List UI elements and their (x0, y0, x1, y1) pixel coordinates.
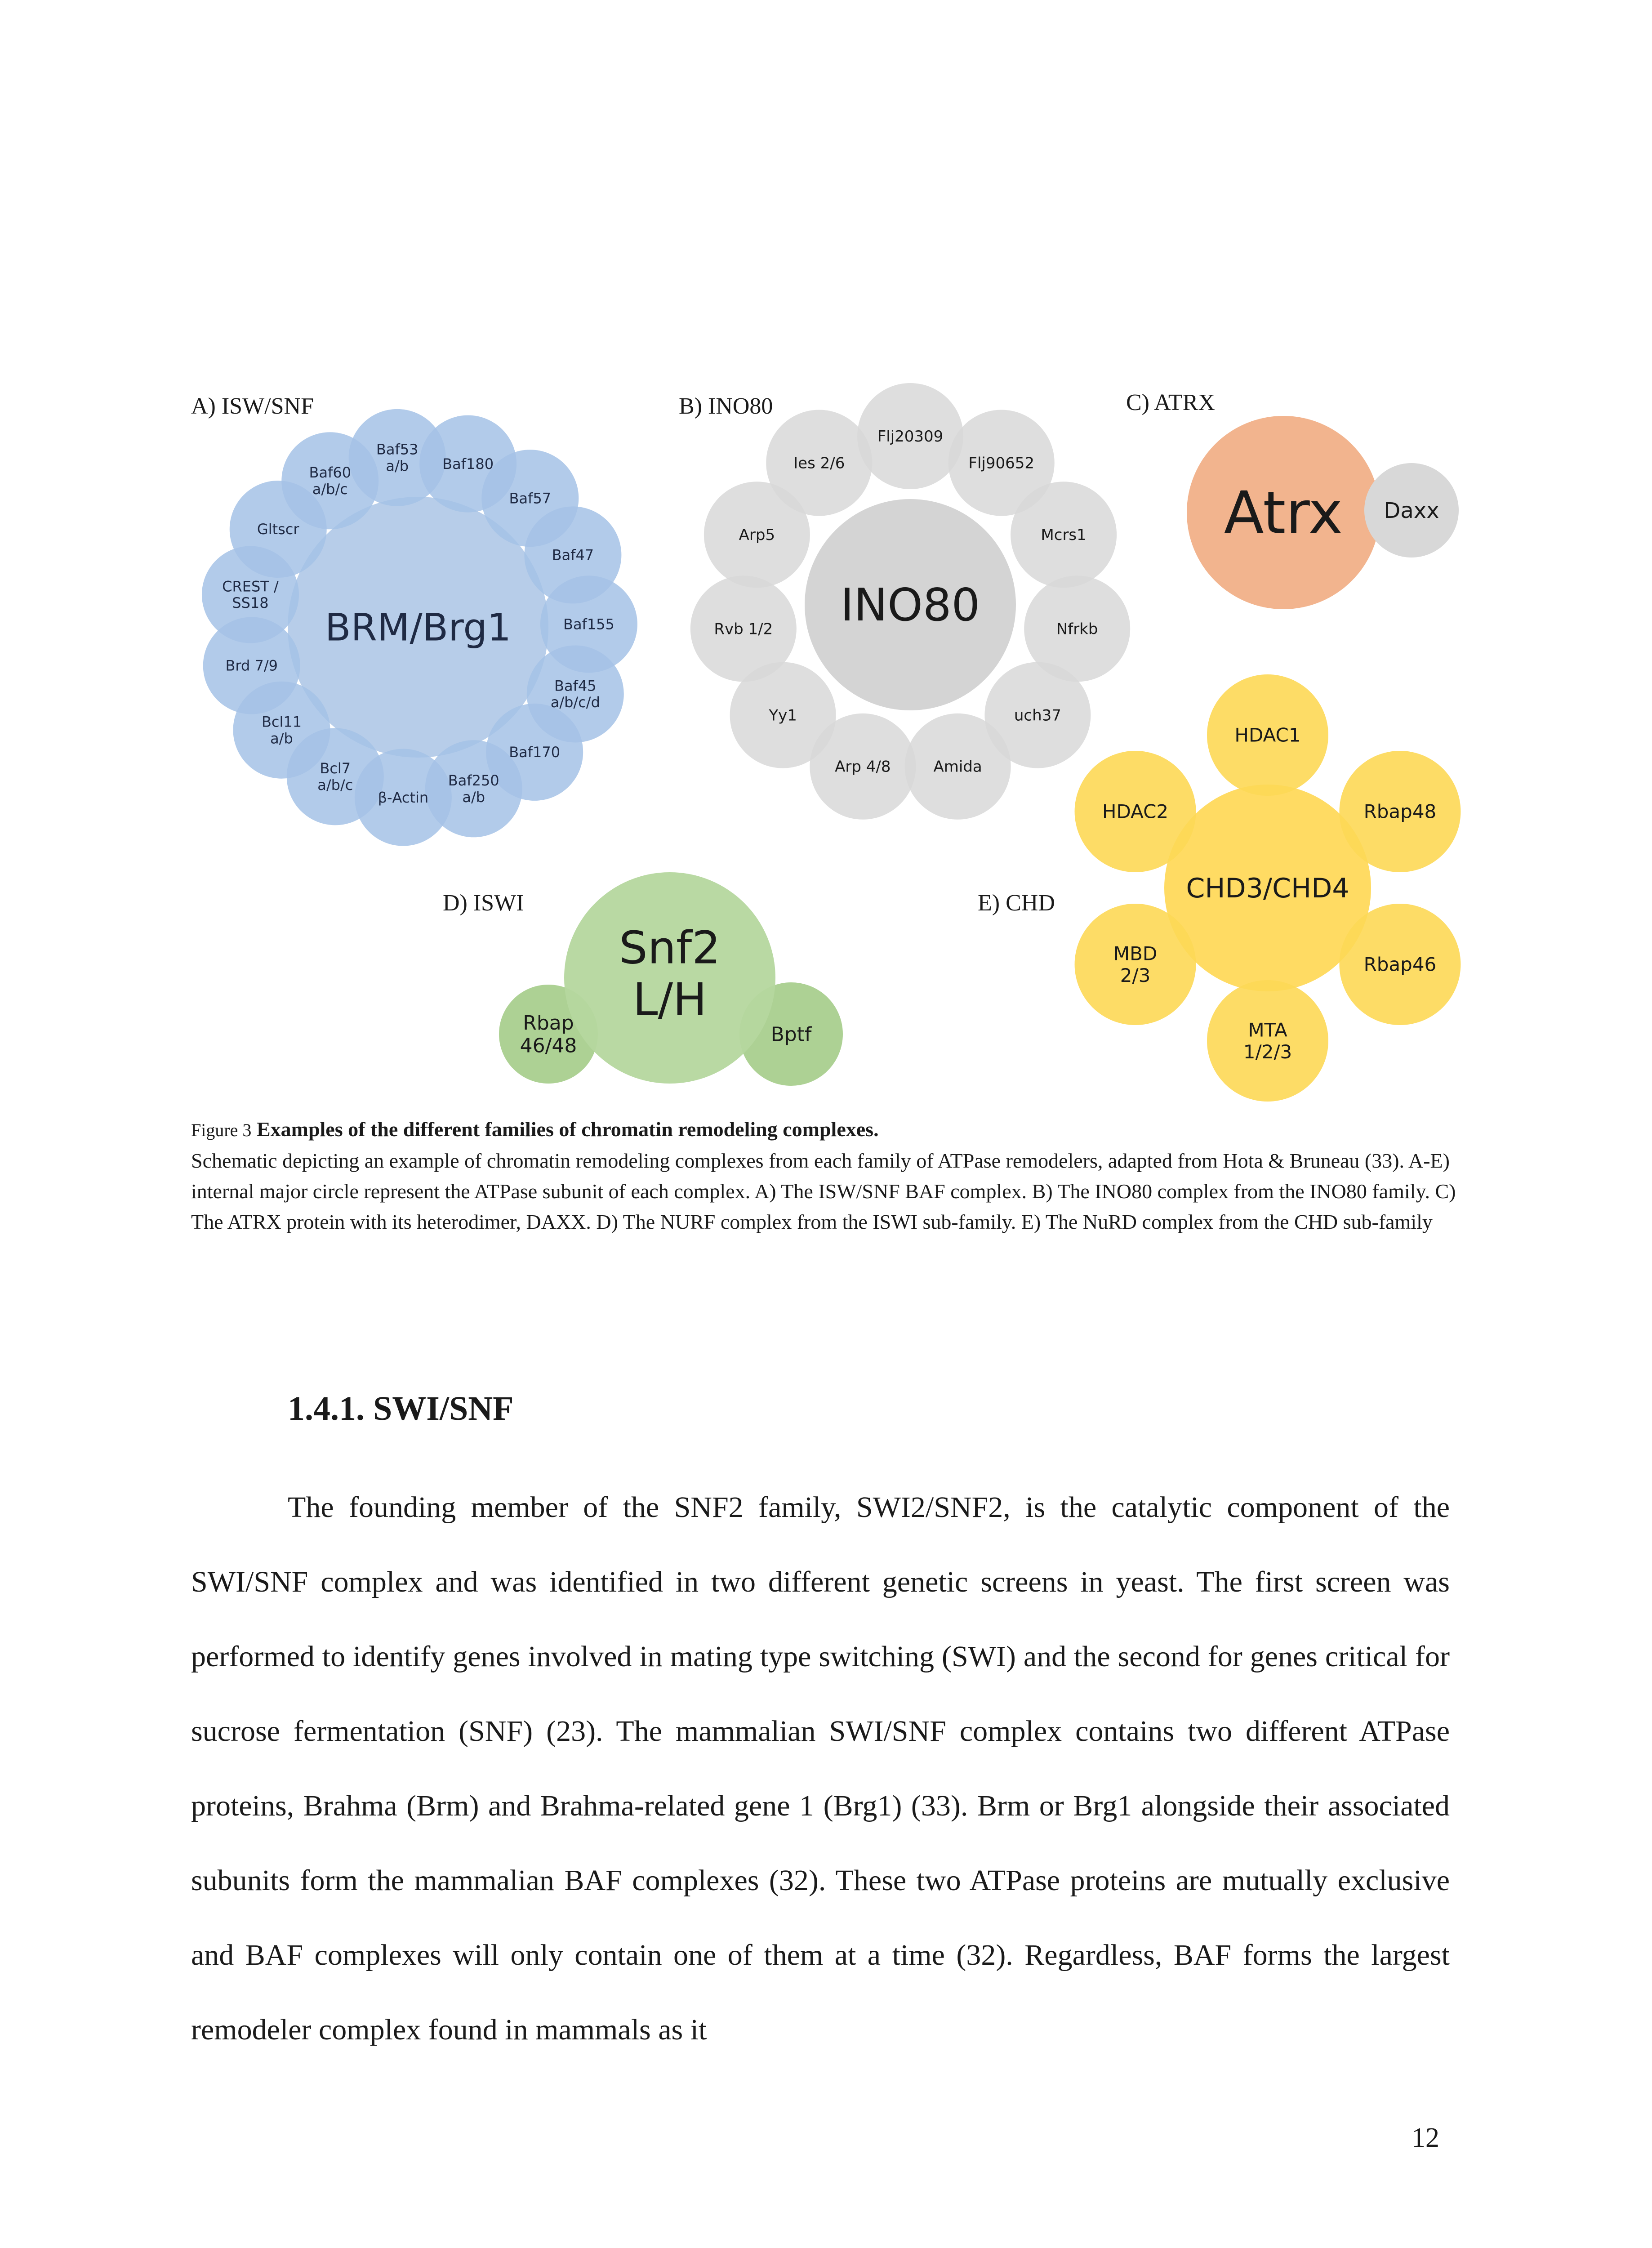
figure-number: Figure 3 (191, 1120, 252, 1140)
subunit-label: Amida (933, 758, 982, 776)
subunit-label: Bcl11 a/b (261, 713, 302, 747)
panel-e-label: E) CHD (978, 890, 1055, 916)
atpase-center-label: Snf2 L/H (619, 921, 721, 1026)
subunit-label: Bptf (770, 1023, 812, 1046)
subunit-label: Yy1 (769, 706, 797, 725)
subunit-label: Daxx (1384, 498, 1439, 523)
subunit-label: Gltscr (257, 521, 299, 538)
panel-a-complex (202, 409, 637, 846)
subunit-label: HDAC2 (1102, 800, 1169, 823)
subunit-label: Rbap46 (1363, 953, 1437, 976)
subunit-label: Baf57 (509, 490, 552, 507)
atpase-center-label: CHD3/CHD4 (1186, 873, 1349, 904)
body-paragraph: The founding member of the SNF2 family, SWI2/SNF2, is the catalytic component of the SWI/SNF complex and was identified in two different genetic screens in yeast. The first screen was performed to identify genes involved in mating type switching (SWI) and the second for genes critical for sucrose fermentation (SNF) (23). The mammalian SWI/SNF complex contains two different ATPase proteins, Brahma (Brm) and Brahma-related gene 1 (Brg1) (33). Brm or Brg1 alongside their associated subunits form the mammalian BAF complexes (32). These two ATPase proteins are mutually exclusive and BAF complexes will only contain one of them at a time (32). Regardless, BAF forms the largest remodeler complex found in mammals as it (191, 1491, 1450, 2046)
subunit-label: uch37 (1014, 706, 1061, 725)
panel-d-label: D) ISWI (443, 890, 524, 916)
subunit-label: Baf170 (509, 744, 561, 761)
subunit-label: Flj20309 (877, 427, 944, 446)
atpase-center-label: BRM/Brg1 (325, 605, 512, 650)
subunit-label: Baf155 (563, 616, 614, 633)
subunit-label: Rbap48 (1363, 800, 1437, 823)
panel-d-complex (499, 872, 843, 1086)
subunit-label: Mcrs1 (1041, 526, 1086, 544)
subunit-label: Nfrkb (1056, 620, 1098, 638)
figure-title: Examples of the different families of chromatin remodeling complexes. (256, 1118, 879, 1141)
subunit-label: CREST / SS18 (222, 578, 279, 612)
atpase-center-label: Atrx (1224, 478, 1343, 547)
chromatin-remodeling-figure (0, 0, 1652, 1102)
subunit-label: β-Actin (378, 789, 429, 806)
body-text (191, 1470, 1450, 2067)
subunit-label: MTA 1/2/3 (1243, 1019, 1292, 1063)
page-number: 12 (1412, 2123, 1439, 2153)
subunit-label: Bcl7 a/b/c (317, 760, 353, 794)
panel-b-label: B) INO80 (679, 393, 773, 419)
atpase-center-label: INO80 (840, 579, 980, 631)
figure-caption (191, 1114, 1459, 1237)
subunit-label: Rbap 46/48 (520, 1012, 577, 1057)
subunit-label: Baf45 a/b/c/d (550, 677, 600, 711)
subunit-label: Baf53 a/b (376, 441, 419, 475)
panel-c-complex (1187, 416, 1459, 609)
subunit-label: Flj90652 (968, 454, 1035, 473)
panel-a-label: A) ISW/SNF (191, 393, 314, 419)
subunit-label: Baf180 (442, 455, 494, 473)
subunit-label: Baf250 a/b (448, 772, 499, 806)
panel-e-complex (1075, 674, 1461, 1102)
subunit-label: Rvb 1/2 (714, 620, 773, 638)
panel-b-complex (690, 383, 1130, 820)
subunit-label: Arp5 (739, 526, 775, 544)
subunit-label: Arp 4/8 (835, 758, 891, 776)
subunit-label: Brd 7/9 (225, 657, 278, 674)
subunit-label: Baf60 a/b/c (309, 464, 352, 498)
section-heading: 1.4.1. SWI/SNF (288, 1390, 514, 1427)
panel-c-label: C) ATRX (1126, 390, 1215, 415)
subunit-label: Ies 2/6 (793, 454, 845, 473)
subunit-label: Baf47 (552, 546, 594, 564)
subunit-label: HDAC1 (1234, 724, 1301, 746)
subunit-label: MBD 2/3 (1113, 942, 1158, 986)
caption-text: Schematic depicting an example of chromatin remodeling complexes from each family of ATPase remodelers, adapted from Hota & Bruneau (33). A-E) internal major circle represent the ATPase subunit of each complex. A) The ISW/SNF BAF complex. B) The INO80 complex from the INO80 family. C) The ATRX protein with its heterodimer, DAXX. D) The NURF complex from the ISWI sub-family. E) The NuRD complex from the CHD sub-family (191, 1149, 1456, 1233)
